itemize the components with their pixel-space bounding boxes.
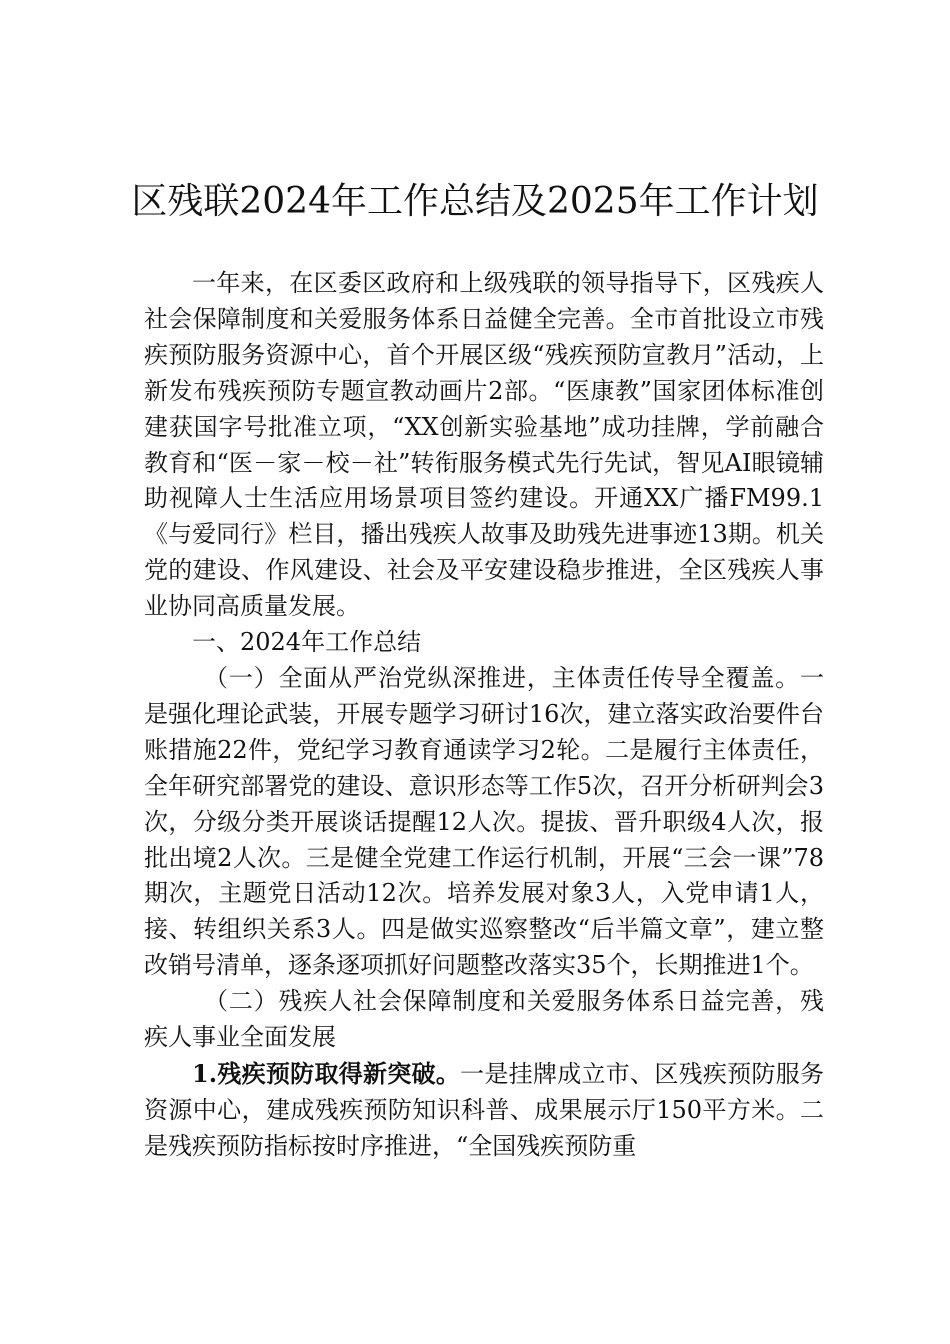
document-body: [144, 266, 824, 1165]
subsection-one-paragraph: （一）全面从严治党纵深推进，主体责任传导全覆盖。一是强化理论武装，开展专题学习研讨16次，建立落实政治要件台账措施22件，党纪学习教育通读学习2轮。二是履行主体责任，全年研究部署党的建设、意识形态等工作5次，召开分析研判会3次，分级分类开展谈话提醒12人次。提拔、晋升职级4人次，报批出境2人次。三是健全党建工作运行机制，开展“三会一课”78期次，主题党日活动12次。培养发展对象3人，入党申请1人，接、转组织关系3人。四是做实巡察整改“后半篇文章”，建立整改销号清单，逐条逐项抓好问题整改落实35个，长期推进1个。: [144, 663, 824, 980]
section-heading: 一、2024年工作总结: [192, 628, 422, 657]
item-one-paragraph: [144, 1056, 824, 1165]
item-one-lead: 1.残疾预防取得新突破。: [192, 1058, 461, 1088]
item-one-text: 一是挂牌成立市、区残疾预防服务资源中心，建成残疾预防知识科普、成果展示厅150平方米。二是残疾预防指标按时序推进，“全国残疾预防重: [144, 1059, 824, 1160]
subsection-two-heading: （二）残疾人社会保障制度和关爱服务体系日益完善，残疾人事业全面发展: [144, 987, 824, 1052]
document-title: 区残联2024年工作总结及2025年工作计划: [131, 181, 819, 222]
intro-paragraph: 一年来，在区委区政府和上级残联的领导指导下，区残疾人社会保障制度和关爱服务体系日益健全完善。全市首批设立市残疾预防服务资源中心，首个开展区级“残疾预防宣教月”活动，上新发布残疾预防专题宣教动画片2部。“医康教”国家团体标准创建获国字号批准立项，“XX创新实验基地”成功挂牌，学前融合教育和“医－家－校－社”转衔服务模式先行先试，智见AI眼镜辅助视障人士生活应用场景项目签约建设。开通XX广播FM99.1《与爱同行》栏目，播出残疾人故事及助残先进事迹13期。机关党的建设、作风建设、社会及平安建设稳步推进，全区残疾人事业协同高质量发展。: [144, 269, 824, 621]
